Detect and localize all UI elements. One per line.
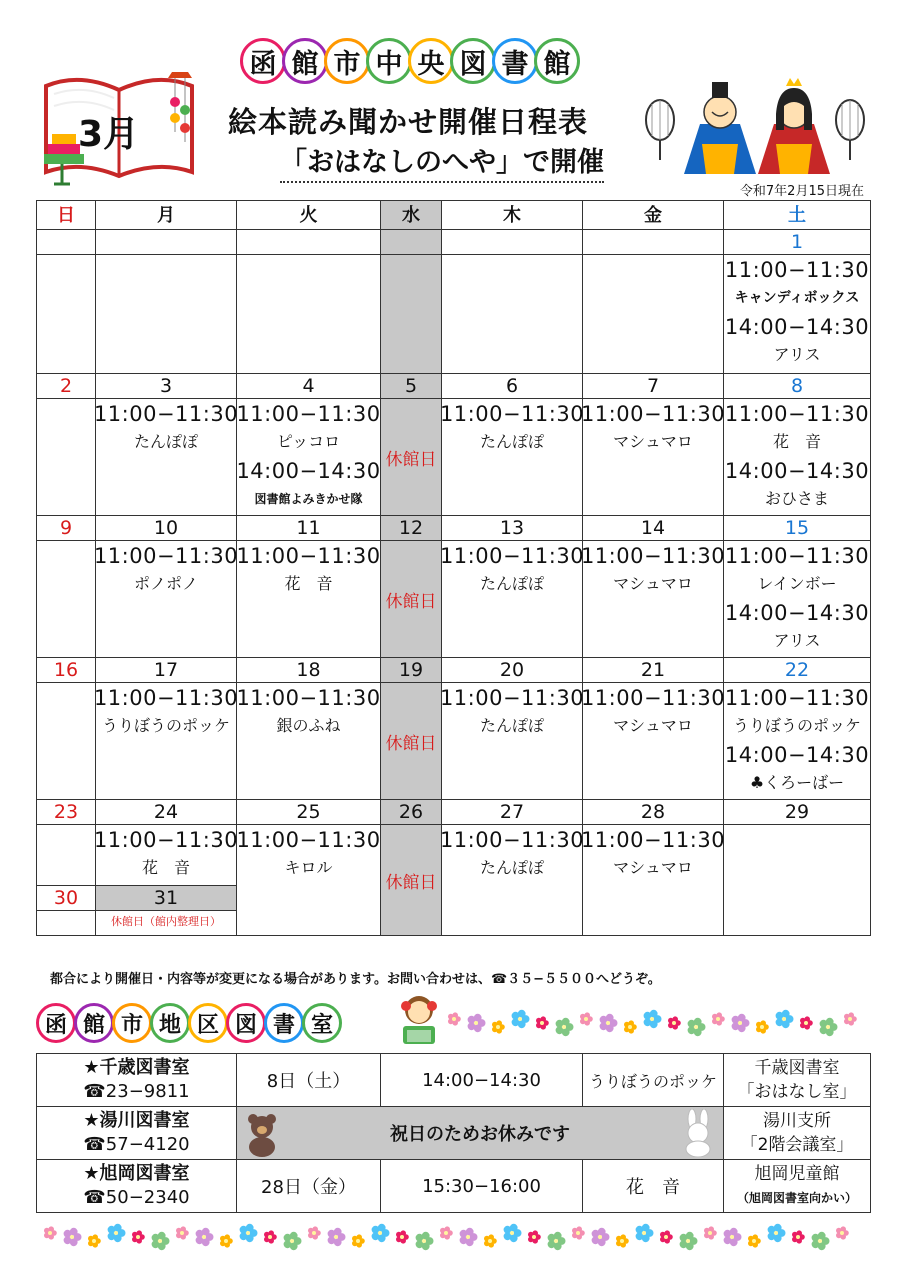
day-cell xyxy=(37,911,96,936)
story-session xyxy=(724,598,870,655)
reading-group: おひさま xyxy=(764,489,829,508)
branch-title-char: 地 xyxy=(150,1003,190,1043)
date-number: 2 xyxy=(37,374,96,399)
day-cell xyxy=(580,541,726,658)
date-number: 13 xyxy=(442,516,583,541)
branch-date: 28日（金） xyxy=(237,1160,381,1213)
date-number: 22 xyxy=(724,658,871,683)
day-cell xyxy=(724,825,871,936)
holiday-message: 祝日のためお休みです xyxy=(390,1124,570,1145)
branch-name-cell xyxy=(37,1054,237,1107)
day-cell xyxy=(724,255,871,374)
reading-group: 銀のふね xyxy=(276,716,341,735)
day-cell xyxy=(93,825,239,886)
day-cell xyxy=(724,541,871,658)
reading-group: アリス xyxy=(773,345,821,364)
day-cell xyxy=(37,825,96,886)
date-number: 11 xyxy=(237,516,381,541)
session-time: 11:00−11:30 xyxy=(724,258,870,282)
reading-group: 花 音 xyxy=(284,574,333,593)
day-cell xyxy=(93,541,239,658)
story-session xyxy=(439,399,585,456)
reading-group: たんぽぽ xyxy=(479,858,544,877)
rabbit-icon xyxy=(681,1109,715,1157)
date-number xyxy=(583,230,724,255)
session-time: 11:00−11:30 xyxy=(724,686,870,710)
date-number: 8 xyxy=(724,374,871,399)
title-char: 図 xyxy=(450,38,496,84)
branch-location: 旭岡児童館 xyxy=(754,1164,840,1184)
session-time: 11:00−11:30 xyxy=(93,828,239,852)
closed-label: 休館日（館内整理日） xyxy=(111,915,221,928)
schedule-calendar xyxy=(36,200,871,936)
story-session xyxy=(724,740,870,797)
hina-dolls-icon xyxy=(640,74,870,178)
branch-location-cell xyxy=(724,1054,871,1107)
date-number xyxy=(442,230,583,255)
day-cell xyxy=(439,683,585,800)
reading-group: うりぼうのポッケ xyxy=(732,716,861,735)
branch-time: 14:00−14:30 xyxy=(381,1054,583,1107)
title-char: 函 xyxy=(240,38,286,84)
day-cell xyxy=(439,541,585,658)
closed-label: 休館日 xyxy=(385,733,437,754)
branch-phone: ☎57−4120 xyxy=(83,1134,190,1155)
date-number: 7 xyxy=(583,374,724,399)
date-number: 3 xyxy=(96,374,237,399)
branch-room: 「2階会議室」 xyxy=(740,1135,854,1155)
date-number: 20 xyxy=(442,658,583,683)
day-cell xyxy=(724,683,871,800)
date-number: 17 xyxy=(96,658,237,683)
day-cell xyxy=(96,911,237,936)
day-cell xyxy=(93,399,239,516)
date-number xyxy=(237,230,381,255)
branch-name: ★湯川図書室 xyxy=(83,1110,190,1131)
date-number: 29 xyxy=(724,800,871,825)
story-session xyxy=(93,683,239,740)
date-number: 26 xyxy=(381,800,442,825)
reading-group: たんぽぽ xyxy=(479,574,544,593)
branch-title-char: 函 xyxy=(36,1003,76,1043)
day-cell xyxy=(381,683,442,800)
reading-group: たんぽぽ xyxy=(479,716,544,735)
branch-name: ★旭岡図書室 xyxy=(83,1163,190,1184)
branch-date: 8日（土） xyxy=(237,1054,381,1107)
session-time: 11:00−11:30 xyxy=(93,544,239,568)
reading-group: ♣くろーばー xyxy=(749,773,845,792)
date-number: 24 xyxy=(96,800,237,825)
story-session xyxy=(93,541,239,598)
story-session xyxy=(237,825,380,882)
date-number: 4 xyxy=(237,374,381,399)
story-session xyxy=(93,825,239,882)
day-cell xyxy=(237,255,381,374)
reading-girl-icon xyxy=(395,992,443,1048)
branch-time: 15:30−16:00 xyxy=(381,1160,583,1213)
branch-title-char: 書 xyxy=(264,1003,304,1043)
story-session xyxy=(439,683,585,740)
story-session xyxy=(237,541,380,598)
weekday-header: 金 xyxy=(583,201,724,230)
day-cell xyxy=(96,255,237,374)
story-session xyxy=(580,825,726,882)
date-number: 18 xyxy=(237,658,381,683)
branch-schedule-table xyxy=(36,1053,871,1213)
reading-group: マシュマロ xyxy=(613,432,693,451)
session-time: 11:00−11:30 xyxy=(236,686,381,710)
branch-row xyxy=(37,1160,871,1213)
reading-group: キロル xyxy=(284,858,333,877)
story-session xyxy=(724,399,870,456)
branch-room: 「おはなし室」 xyxy=(737,1082,857,1102)
reading-group: 図書館よみきかせ隊 xyxy=(254,492,363,506)
branch-location: 千歳図書室 xyxy=(754,1058,840,1078)
date-number: 21 xyxy=(583,658,724,683)
date-number: 19 xyxy=(381,658,442,683)
day-cell xyxy=(237,683,381,800)
date-number: 15 xyxy=(724,516,871,541)
branch-row xyxy=(37,1054,871,1107)
day-cell xyxy=(381,825,442,936)
day-cell xyxy=(381,255,442,374)
date-number: 5 xyxy=(381,374,442,399)
date-number: 10 xyxy=(96,516,237,541)
session-time: 11:00−11:30 xyxy=(580,828,726,852)
date-number: 1 xyxy=(724,230,871,255)
branch-title-char: 市 xyxy=(112,1003,152,1043)
branch-name-cell xyxy=(37,1107,237,1160)
session-time: 11:00−11:30 xyxy=(580,686,726,710)
date-number: 27 xyxy=(442,800,583,825)
session-time: 11:00−11:30 xyxy=(580,544,726,568)
session-time: 11:00−11:30 xyxy=(236,544,381,568)
title-char: 中 xyxy=(366,38,412,84)
day-cell xyxy=(580,683,726,800)
reading-group: マシュマロ xyxy=(613,858,693,877)
story-session xyxy=(439,541,585,598)
branch-group: 花 音 xyxy=(583,1160,724,1213)
story-session xyxy=(439,825,585,882)
branch-location-cell xyxy=(724,1107,871,1160)
day-cell xyxy=(439,825,585,936)
title-char: 館 xyxy=(534,38,580,84)
session-time: 14:00−14:30 xyxy=(236,459,381,483)
reading-group: ピッコロ xyxy=(276,432,341,451)
holiday-cell xyxy=(237,1107,724,1160)
reading-group: うりぼうのポッケ xyxy=(101,716,230,735)
day-cell xyxy=(237,825,381,936)
lantern-icon xyxy=(646,100,674,160)
story-session xyxy=(724,255,870,312)
day-cell xyxy=(580,825,726,936)
branch-library-title xyxy=(36,1003,340,1043)
story-session xyxy=(724,683,870,740)
weekday-header: 火 xyxy=(237,201,381,230)
day-cell xyxy=(237,541,381,658)
weekday-header: 土 xyxy=(724,201,871,230)
session-time: 11:00−11:30 xyxy=(439,828,585,852)
branch-name: ★千歳図書室 xyxy=(83,1057,190,1078)
title-char: 書 xyxy=(492,38,538,84)
reading-group: レインボー xyxy=(757,574,837,593)
reading-group: 花 音 xyxy=(141,858,190,877)
day-cell xyxy=(93,683,239,800)
story-session xyxy=(724,456,870,513)
session-time: 11:00−11:30 xyxy=(439,544,585,568)
contact-notice: 都合により開催日・内容等が変更になる場合があります。お問い合わせは、☎３５−５５００へどうぞ。 xyxy=(50,972,661,987)
session-time: 11:00−11:30 xyxy=(93,402,239,426)
branch-name-cell xyxy=(37,1160,237,1213)
date-number: 16 xyxy=(37,658,96,683)
date-number: 12 xyxy=(381,516,442,541)
session-time: 11:00−11:30 xyxy=(439,686,585,710)
session-time: 11:00−11:30 xyxy=(724,544,870,568)
day-cell xyxy=(381,399,442,516)
closed-label: 休館日 xyxy=(385,449,437,470)
session-time: 11:00−11:30 xyxy=(439,402,585,426)
date-number: 6 xyxy=(442,374,583,399)
as-of-date: 令和7年2月15日現在 xyxy=(739,184,864,199)
story-session xyxy=(237,456,380,513)
branch-title-char: 図 xyxy=(226,1003,266,1043)
day-cell xyxy=(442,255,583,374)
story-session xyxy=(724,541,870,598)
story-session xyxy=(724,312,870,369)
story-session xyxy=(237,399,380,456)
title-char: 市 xyxy=(324,38,370,84)
date-number: 30 xyxy=(37,886,96,911)
day-cell xyxy=(237,399,381,516)
title-char: 央 xyxy=(408,38,454,84)
story-session xyxy=(580,541,726,598)
closed-label: 休館日 xyxy=(385,872,437,893)
session-time: 14:00−14:30 xyxy=(724,459,870,483)
branch-location-cell xyxy=(724,1160,871,1213)
date-number xyxy=(381,230,442,255)
session-time: 11:00−11:30 xyxy=(93,686,239,710)
branch-title-char: 区 xyxy=(188,1003,228,1043)
branch-location: 湯川支所 xyxy=(763,1111,831,1131)
closed-label: 休館日 xyxy=(385,591,437,612)
session-time: 11:00−11:30 xyxy=(724,402,870,426)
session-time: 14:00−14:30 xyxy=(724,601,870,625)
month-label: 3月 xyxy=(78,114,140,155)
session-time: 14:00−14:30 xyxy=(724,315,870,339)
date-number: 28 xyxy=(583,800,724,825)
weekday-header: 月 xyxy=(96,201,237,230)
day-cell xyxy=(37,683,96,800)
day-cell xyxy=(37,399,96,516)
branch-room: （旭岡図書室向かい） xyxy=(736,1191,857,1205)
story-session xyxy=(237,683,380,740)
date-number xyxy=(37,230,96,255)
date-number xyxy=(96,230,237,255)
date-number: 23 xyxy=(37,800,96,825)
title-char: 館 xyxy=(282,38,328,84)
date-number: 9 xyxy=(37,516,96,541)
reading-group: 花 音 xyxy=(772,432,821,451)
session-time: 11:00−11:30 xyxy=(580,402,726,426)
session-time: 14:00−14:30 xyxy=(724,743,870,767)
reading-group: たんぽぽ xyxy=(479,432,544,451)
day-cell xyxy=(37,541,96,658)
date-number: 31 xyxy=(96,886,237,911)
branch-phone: ☎23−9811 xyxy=(83,1081,190,1102)
reading-group: マシュマロ xyxy=(613,716,693,735)
day-cell xyxy=(724,399,871,516)
day-cell xyxy=(583,255,724,374)
branch-phone: ☎50−2340 xyxy=(83,1187,190,1208)
venue-title: 「おはなしのへや」で開催 xyxy=(280,140,604,183)
reading-group: マシュマロ xyxy=(613,574,693,593)
flower-border-icon xyxy=(42,1222,862,1252)
branch-title-char: 室 xyxy=(302,1003,342,1043)
date-number: 25 xyxy=(237,800,381,825)
branch-group: うりぼうのポッケ xyxy=(583,1054,724,1107)
library-title xyxy=(240,38,576,84)
bear-icon xyxy=(245,1111,279,1157)
weekday-header: 日 xyxy=(37,201,96,230)
reading-group: キャンディボックス xyxy=(734,290,860,306)
session-time: 11:00−11:30 xyxy=(236,402,381,426)
weekday-header: 水 xyxy=(381,201,442,230)
branch-row xyxy=(37,1107,871,1160)
day-cell xyxy=(37,255,96,374)
date-number: 14 xyxy=(583,516,724,541)
story-session xyxy=(580,399,726,456)
story-session xyxy=(580,683,726,740)
branch-title-char: 館 xyxy=(74,1003,114,1043)
reading-group: アリス xyxy=(773,631,821,650)
day-cell xyxy=(580,399,726,516)
weekday-header: 木 xyxy=(442,201,583,230)
story-session xyxy=(93,399,239,456)
day-cell xyxy=(439,399,585,516)
reading-group: たんぽぽ xyxy=(133,432,198,451)
reading-group: ポノポノ xyxy=(133,574,198,593)
day-cell xyxy=(381,541,442,658)
session-time: 11:00−11:30 xyxy=(236,828,381,852)
flower-border-icon xyxy=(446,1008,860,1038)
schedule-title: 絵本読み聞かせ開催日程表 xyxy=(228,105,589,139)
